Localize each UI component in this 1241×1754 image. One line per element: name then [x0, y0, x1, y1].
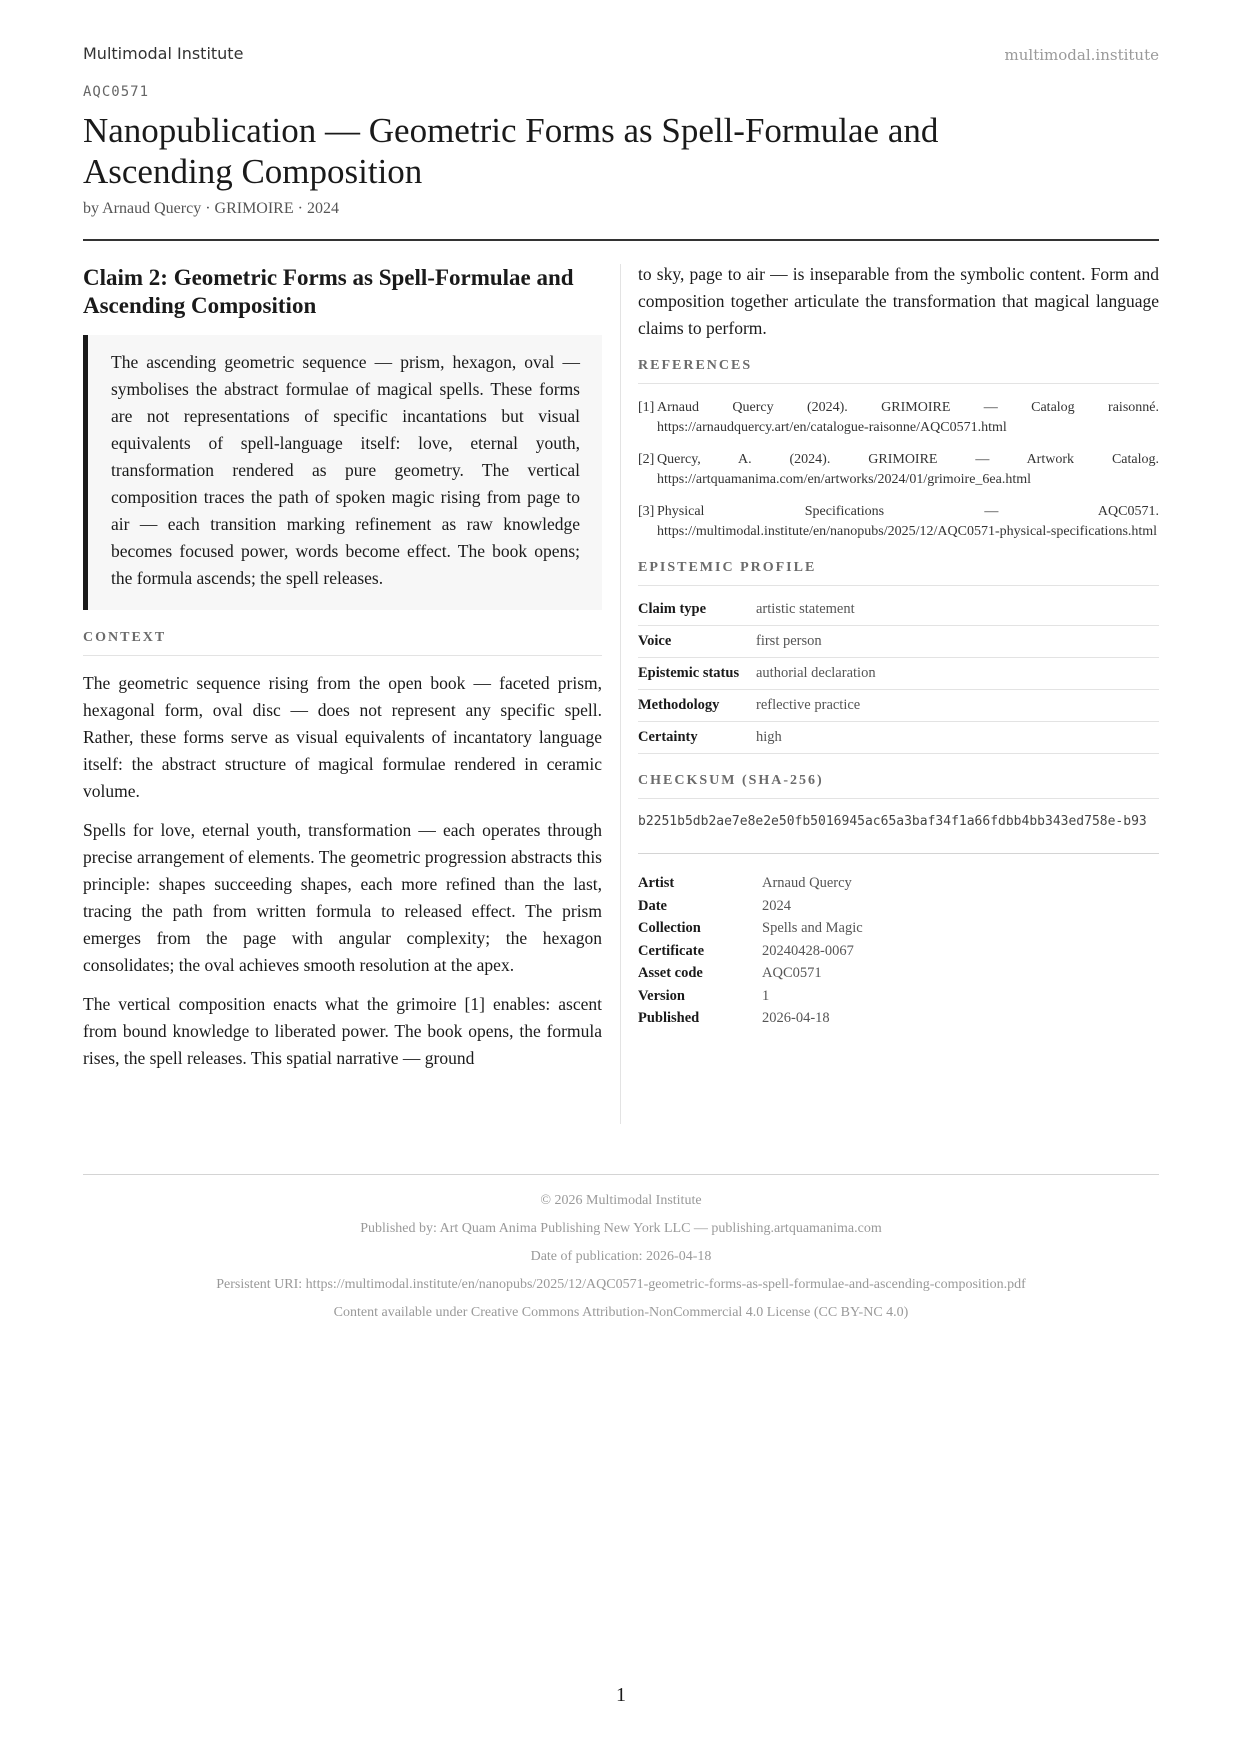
claim-blockquote: [83, 335, 602, 610]
context-paragraph: The vertical composition enacts what the grimoire [1] enables: ascent from bound knowledge to liberated power. The book opens, the formula rises, the spell releases. This spatial narrative — ground: [83, 994, 602, 1068]
context-heading: CONTEXT: [83, 630, 602, 656]
claim-text: The ascending geometric sequence — prism, hexagon, oval — symbolises the abstract formulae of magical spells. These forms are not representations of specific incantations but visual equivalents of spell-language itself: love, eternal youth, transformation rendered as pure geometry. The vertical composition traces the path of spoken magic rising from page to air — each transition marking refinement as raw knowledge becomes focused power, words become effect. The book opens; the formula ascends; the spell releases.: [111, 352, 580, 588]
profile-value: reflective practice: [756, 690, 1159, 722]
profile-key: Certainty: [638, 722, 756, 754]
footer-copyright: © 2026 Multimodal Institute: [540, 1193, 702, 1208]
page-footer: [83, 1191, 1159, 1331]
running-header: [83, 44, 1159, 68]
title-divider: [83, 239, 1159, 241]
table-row: [638, 1007, 878, 1030]
metadata-value: Arnaud Quercy: [762, 875, 852, 891]
references-list: [638, 398, 1159, 542]
table-row: [638, 722, 1159, 754]
checksum-value: b2251b5db2ae7e8e2e50fb5016945ac65a3baf34f1a66fdbb4bb343ed758e-b93: [638, 812, 1159, 854]
reference-text: Arnaud Quercy (2024). GRIMOIRE — Catalog raisonné. https://arnaudquercy.art/en/catalogue-raisonne/AQC0571.html: [657, 400, 1159, 435]
table-row: [638, 985, 878, 1008]
reference-number: [2]: [638, 452, 655, 467]
context-paragraph: Spells for love, eternal youth, transformation — each operates through precise arrangement of elements. The geometric progression abstracts this principle: shapes succeeding shapes, each more refined than the last, tracing the path from written formula to released effect. The prism emerges from the page with angular complexity; the hexagon consolidates; the oval achieves smooth resolution at the apex.: [83, 820, 602, 975]
profile-key: Epistemic status: [638, 658, 756, 690]
reference-item[interactable]: [638, 398, 1159, 438]
table-row: [638, 917, 878, 940]
claim-title: Claim 2: Geometric Forms as Spell-Formulae and Ascending Composition: [83, 265, 574, 318]
metadata-key: Certificate: [638, 942, 705, 959]
table-row: [638, 658, 1159, 690]
table-row: [638, 895, 878, 918]
context-paragraph: The geometric sequence rising from the open book — faceted prism, hexagonal form, oval disc — does not represent any specific spell. Rather, these forms serve as visual equivalents of incantatory language itself: the abstract structure of magical formulae rendered in ceramic volume.: [83, 673, 602, 801]
profile-value: authorial declaration: [756, 658, 1159, 690]
table-row: [638, 962, 878, 985]
metadata-key: Version: [638, 987, 685, 1004]
table-row: [638, 594, 1159, 626]
profile-key: Voice: [638, 626, 756, 658]
reference-item[interactable]: [638, 450, 1159, 490]
reference-item[interactable]: [638, 502, 1159, 542]
column-divider: [620, 264, 621, 1124]
metadata-key: Collection: [638, 920, 701, 936]
footer-license: Content available under Creative Commons Attribution-NonCommercial 4.0 License (CC BY-NC 4.0): [333, 1305, 909, 1320]
profile-key: Methodology: [638, 690, 756, 722]
context-continuation: to sky, page to air — is inseparable from the symbolic content. Form and composition together articulate the transformation that magical language claims to perform.: [638, 264, 1159, 338]
reference-text: Physical Specifications — AQC0571. https://multimodal.institute/en/nanopubs/2025/12/AQC0571-physical-specifications.html: [657, 504, 1159, 539]
table-row: [638, 626, 1159, 658]
metadata-key: Date: [638, 897, 667, 914]
page-number: 1: [616, 1684, 626, 1706]
profile-key: Claim type: [638, 594, 756, 626]
table-row: [638, 690, 1159, 722]
metadata-key: Artist: [638, 875, 675, 891]
epistemic-profile-table: [638, 594, 1159, 754]
metadata-key: Published: [638, 1010, 700, 1026]
metadata-value: 1: [762, 987, 770, 1004]
footer-divider: [83, 1174, 1159, 1175]
page-title: Nanopublication — Geometric Forms as Spell-Formulae and Ascending Composition: [83, 111, 939, 191]
profile-value: high: [756, 722, 1159, 754]
profile-value: first person: [756, 626, 1159, 658]
footer-publication-date: Date of publication: 2026-04-18: [530, 1249, 712, 1264]
checksum-heading: CHECKSUM (SHA-256): [638, 773, 1159, 799]
footer-publisher: Published by: Art Quam Anima Publishing New York LLC — publishing.artquamanima.com: [360, 1221, 882, 1236]
epistemic-profile-heading: EPISTEMIC PROFILE: [638, 560, 1159, 586]
reference-number: [3]: [638, 504, 655, 519]
table-row: [638, 872, 878, 895]
metadata-value: 20240428-0067: [762, 942, 854, 959]
references-heading: REFERENCES: [638, 358, 1159, 384]
byline: by Arnaud Quercy · GRIMOIRE · 2024: [83, 200, 339, 217]
footer-persistent-uri[interactable]: Persistent URI: https://multimodal.institute/en/nanopubs/2025/12/AQC0571-geometric-forms-as-spell-formulae-and-ascending-composition.pdf: [216, 1277, 1026, 1292]
table-row: [638, 940, 878, 963]
profile-value: artistic statement: [756, 594, 1159, 626]
metadata-table: [638, 872, 878, 1030]
metadata-value: AQC0571: [762, 965, 822, 981]
metadata-key: Asset code: [638, 965, 703, 981]
institute-domain: multimodal.institute: [1004, 46, 1159, 64]
right-column: [638, 264, 1159, 1030]
metadata-value: Spells and Magic: [762, 920, 863, 936]
left-column: [83, 264, 602, 1072]
institute-name: Multimodal Institute: [83, 44, 244, 63]
metadata-value: 2026-04-18: [762, 1010, 830, 1026]
reference-number: [1]: [638, 400, 655, 415]
asset-code: AQC0571: [83, 84, 150, 100]
document-page: [83, 0, 1159, 1754]
reference-text: Quercy, A. (2024). GRIMOIRE — Artwork Catalog. https://artquamanima.com/en/artworks/2024/01/grimoire_6ea.html: [657, 452, 1159, 487]
metadata-value: 2024: [762, 897, 791, 914]
